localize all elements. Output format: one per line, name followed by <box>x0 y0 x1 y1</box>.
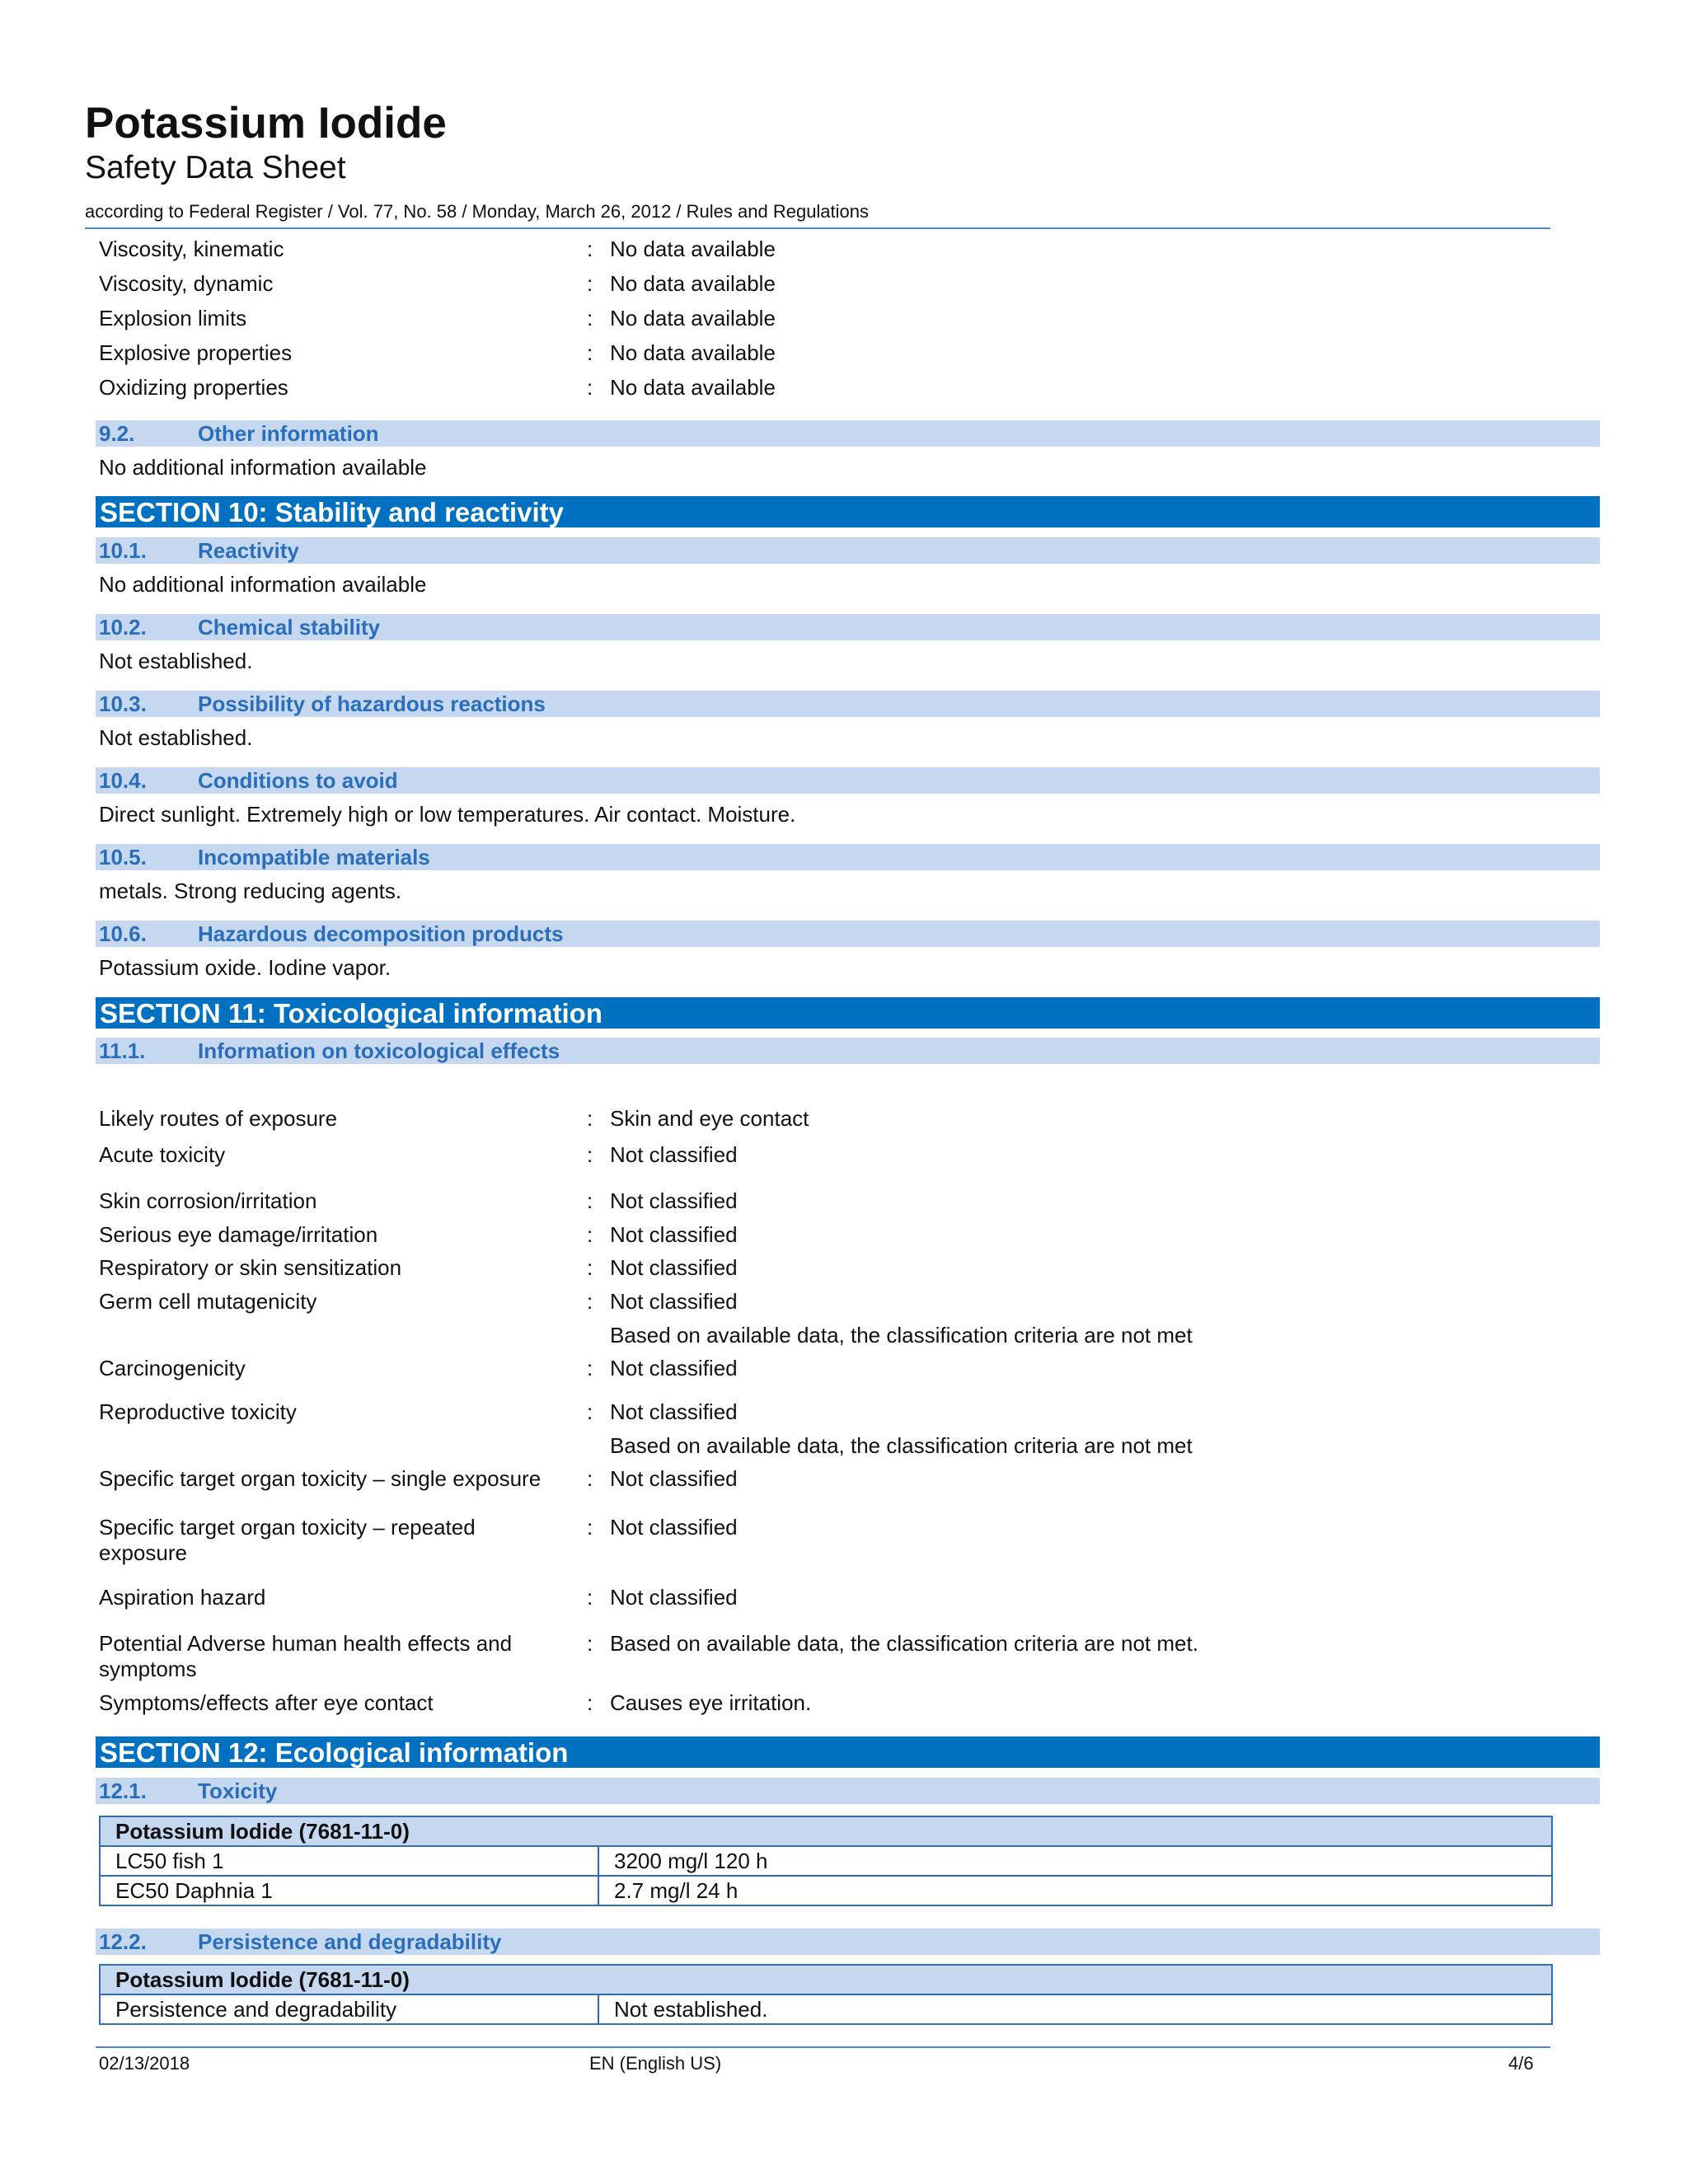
table-row <box>100 1994 1552 2024</box>
footer-page-number: 4/6 <box>1508 2053 1534 2074</box>
tox-label: Specific target organ toxicity – repeated <box>99 1515 476 1540</box>
subsection-header-10-2 <box>96 614 1600 640</box>
subsection-header-10-6 <box>96 921 1600 947</box>
tox-label: Germ cell mutagenicity <box>99 1289 317 1314</box>
prop-label: Oxidizing properties <box>99 375 288 400</box>
toxicity-table <box>99 1816 1553 1906</box>
tox-value: Not classified <box>610 1585 738 1610</box>
persistence-table <box>99 1964 1553 2025</box>
colon: : <box>587 271 593 296</box>
colon: : <box>587 1356 593 1380</box>
table-header-row <box>100 1965 1552 1994</box>
prop-label: Viscosity, dynamic <box>99 271 274 296</box>
table-cell-value: 2.7 mg/l 24 h <box>598 1876 1552 1905</box>
subsection-title: Conditions to avoid <box>198 768 398 793</box>
subsection-title: Chemical stability <box>198 615 381 640</box>
tox-label: Respiratory or skin sensitization <box>99 1255 402 1280</box>
tox-value: Causes eye irritation. <box>610 1690 812 1715</box>
colon: : <box>587 1466 593 1491</box>
tox-value: Based on available data, the classification criteria are not met. <box>610 1631 1198 1656</box>
subsection-text: Potassium oxide. Iodine vapor. <box>99 955 392 980</box>
table-header: Potassium Iodide (7681-11-0) <box>100 1816 1552 1846</box>
colon: : <box>587 1515 593 1540</box>
tox-label: Potential Adverse human health effects and <box>99 1631 513 1656</box>
subsection-number: 12.1. <box>99 1779 147 1803</box>
tox-label: Specific target organ toxicity – single exposure <box>99 1466 542 1491</box>
subsection-header-10-1 <box>96 537 1600 564</box>
prop-value: No data available <box>610 306 776 330</box>
subsection-header-12-2 <box>96 1929 1600 1955</box>
tox-label-continued: exposure <box>99 1540 187 1565</box>
regulation-reference: according to Federal Register / Vol. 77, No. 58 / Monday, March 26, 2012 / Rules and Regulations <box>85 201 870 222</box>
tox-label-continued: symptoms <box>99 1657 197 1681</box>
colon: : <box>587 375 593 400</box>
prop-label: Explosion limits <box>99 306 247 330</box>
subsection-title: Possibility of hazardous reactions <box>198 691 546 716</box>
subsection-title: Toxicity <box>198 1779 278 1803</box>
section-header-11 <box>96 997 1600 1029</box>
tox-value: Not classified <box>610 1356 738 1380</box>
subsection-header-9-2 <box>96 420 1600 447</box>
table-row <box>100 1876 1552 1905</box>
document-subtitle: Safety Data Sheet <box>85 150 346 185</box>
colon: : <box>587 1690 593 1715</box>
tox-value: Not classified <box>610 1142 738 1167</box>
subsection-title: Hazardous decomposition products <box>198 921 564 946</box>
subsection-text: Direct sunlight. Extremely high or low temperatures. Air contact. Moisture. <box>99 802 796 827</box>
tox-value: Not classified <box>610 1255 738 1280</box>
tox-value: Not classified <box>610 1466 738 1491</box>
table-cell-key: EC50 Daphnia 1 <box>100 1876 598 1905</box>
subsection-title: Information on toxicological effects <box>198 1038 560 1063</box>
prop-value: No data available <box>610 375 776 400</box>
section-header-12 <box>96 1736 1600 1768</box>
colon: : <box>587 1106 593 1131</box>
colon: : <box>587 1585 593 1610</box>
prop-value: No data available <box>610 340 776 365</box>
subsection-header-11-1 <box>96 1038 1600 1064</box>
table-cell-key: Persistence and degradability <box>100 1994 598 2024</box>
tox-value: Not classified <box>610 1515 738 1540</box>
subsection-number: 10.4. <box>99 768 147 793</box>
subsection-title: Other information <box>198 421 379 446</box>
prop-value: No data available <box>610 237 776 261</box>
tox-note: Based on available data, the classification criteria are not met <box>610 1323 1193 1347</box>
table-header-row <box>100 1816 1552 1846</box>
tox-label: Acute toxicity <box>99 1142 226 1167</box>
section-title: SECTION 11: Toxicological information <box>100 998 603 1029</box>
colon: : <box>587 306 593 330</box>
footer-date: 02/13/2018 <box>99 2053 190 2074</box>
tox-value: Skin and eye contact <box>610 1106 809 1131</box>
prop-label: Explosive properties <box>99 340 293 365</box>
subsection-number: 10.5. <box>99 845 147 869</box>
table-row <box>100 1846 1552 1876</box>
colon: : <box>587 1142 593 1167</box>
subsection-number: 9.2. <box>99 421 135 446</box>
subsection-header-10-4 <box>96 767 1600 794</box>
table-cell-key: LC50 fish 1 <box>100 1846 598 1876</box>
subsection-number: 11.1. <box>99 1038 146 1063</box>
colon: : <box>587 1222 593 1247</box>
document-title: Potassium Iodide <box>85 99 447 148</box>
table-cell-value: 3200 mg/l 120 h <box>598 1846 1552 1876</box>
subsection-text: No additional information available <box>99 572 427 597</box>
colon: : <box>587 1289 593 1314</box>
subsection-number: 10.2. <box>99 615 147 640</box>
subsection-text: No additional information available <box>99 455 427 480</box>
subsection-title: Persistence and degradability <box>198 1929 502 1954</box>
subsection-text: Not established. <box>99 725 253 750</box>
subsection-header-10-5 <box>96 844 1600 870</box>
subsection-text: Not established. <box>99 649 253 673</box>
subsection-header-12-1 <box>96 1778 1600 1804</box>
section-header-10 <box>96 496 1600 527</box>
tox-label: Skin corrosion/irritation <box>99 1188 317 1213</box>
tox-note: Based on available data, the classification criteria are not met <box>610 1433 1193 1458</box>
subsection-title: Reactivity <box>198 538 299 563</box>
header-rule <box>85 227 1550 229</box>
tox-label: Serious eye damage/irritation <box>99 1222 378 1247</box>
table-header: Potassium Iodide (7681-11-0) <box>100 1965 1552 1994</box>
tox-value: Not classified <box>610 1289 738 1314</box>
section-title: SECTION 12: Ecological information <box>100 1737 569 1768</box>
tox-label: Symptoms/effects after eye contact <box>99 1690 434 1715</box>
colon: : <box>587 1631 593 1656</box>
subsection-text: metals. Strong reducing agents. <box>99 879 402 903</box>
colon: : <box>587 340 593 365</box>
tox-value: Not classified <box>610 1399 738 1424</box>
subsection-number: 10.1. <box>99 538 147 563</box>
colon: : <box>587 1399 593 1424</box>
tox-value: Not classified <box>610 1222 738 1247</box>
tox-label: Aspiration hazard <box>99 1585 266 1610</box>
tox-value: Not classified <box>610 1188 738 1213</box>
prop-value: No data available <box>610 271 776 296</box>
colon: : <box>587 237 593 261</box>
section-title: SECTION 10: Stability and reactivity <box>100 497 564 527</box>
subsection-header-10-3 <box>96 691 1600 717</box>
footer-language: EN (English US) <box>589 2053 722 2074</box>
tox-label: Likely routes of exposure <box>99 1106 338 1131</box>
subsection-number: 12.2. <box>99 1929 147 1954</box>
subsection-number: 10.6. <box>99 921 147 946</box>
colon: : <box>587 1255 593 1280</box>
table-cell-value: Not established. <box>598 1994 1552 2024</box>
subsection-title: Incompatible materials <box>198 845 430 869</box>
tox-label: Carcinogenicity <box>99 1356 246 1380</box>
colon: : <box>587 1188 593 1213</box>
prop-label: Viscosity, kinematic <box>99 237 284 261</box>
tox-label: Reproductive toxicity <box>99 1399 297 1424</box>
footer-rule <box>96 2046 1550 2048</box>
subsection-number: 10.3. <box>99 691 147 716</box>
